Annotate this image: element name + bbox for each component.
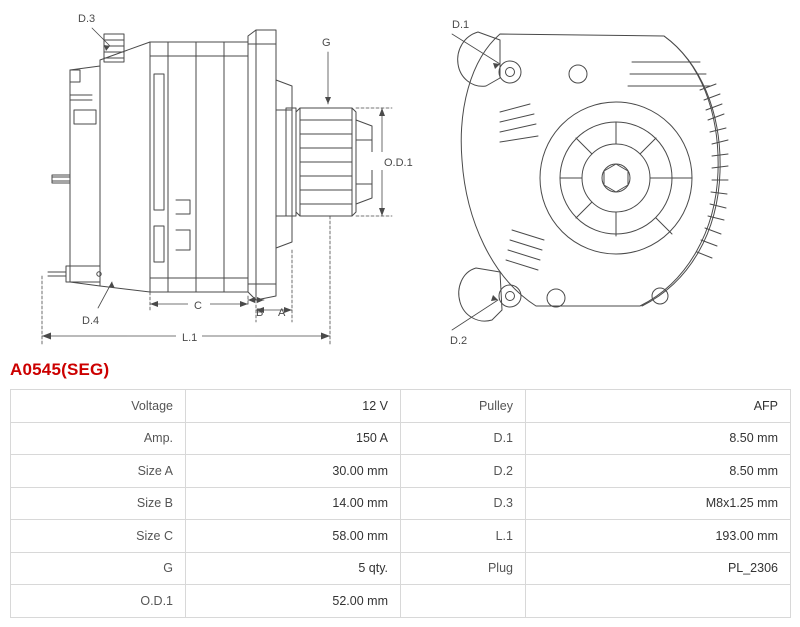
spec-value: PL_2306 xyxy=(526,552,791,585)
spec-value: 14.00 mm xyxy=(186,487,401,520)
spec-empty-cell xyxy=(401,585,526,618)
table-row xyxy=(11,552,791,585)
spec-label: D.2 xyxy=(401,455,526,488)
spec-value: 5 qty. xyxy=(186,552,401,585)
label-l1: L.1 xyxy=(182,332,198,344)
table-row xyxy=(11,390,791,423)
spec-label: L.1 xyxy=(401,520,526,553)
spec-label: Pulley xyxy=(401,390,526,423)
spec-value: 30.00 mm xyxy=(186,455,401,488)
label-b: B xyxy=(256,307,264,319)
label-od1: O.D.1 xyxy=(384,157,413,169)
spec-value: 8.50 mm xyxy=(526,422,791,455)
side-view-group xyxy=(48,30,372,300)
spec-value: 150 A xyxy=(186,422,401,455)
label-c: C xyxy=(194,300,202,312)
spec-label: D.1 xyxy=(401,422,526,455)
spec-label: Size A xyxy=(11,455,186,488)
table-row xyxy=(11,520,791,553)
spec-empty-cell xyxy=(526,585,791,618)
spec-value: AFP xyxy=(526,390,791,423)
spec-value: 193.00 mm xyxy=(526,520,791,553)
page-title: A0545(SEG) xyxy=(10,360,110,379)
label-a: A xyxy=(278,307,286,319)
spec-label: Size B xyxy=(11,487,186,520)
label-d4: D.4 xyxy=(82,315,100,327)
label-d3: D.3 xyxy=(78,13,96,25)
table-row xyxy=(11,585,791,618)
label-d2: D.2 xyxy=(450,335,468,347)
spec-value: 58.00 mm xyxy=(186,520,401,553)
spec-label: Voltage xyxy=(11,390,186,423)
spec-value: M8x1.25 mm xyxy=(526,487,791,520)
spec-label: Size C xyxy=(11,520,186,553)
spec-label: O.D.1 xyxy=(11,585,186,618)
table-row xyxy=(11,455,791,488)
spec-value: 8.50 mm xyxy=(526,455,791,488)
label-d1: D.1 xyxy=(452,19,470,31)
front-view-group xyxy=(458,32,728,321)
specifications-table xyxy=(10,389,791,618)
table-row xyxy=(11,487,791,520)
spec-label: Amp. xyxy=(11,422,186,455)
side-view-dimensions xyxy=(42,28,402,344)
spec-value: 52.00 mm xyxy=(186,585,401,618)
spec-label: Plug xyxy=(401,552,526,585)
spec-value: 12 V xyxy=(186,390,401,423)
spec-label: D.3 xyxy=(401,487,526,520)
spec-label: G xyxy=(11,552,186,585)
table-row xyxy=(11,422,791,455)
label-g: G xyxy=(322,37,331,49)
